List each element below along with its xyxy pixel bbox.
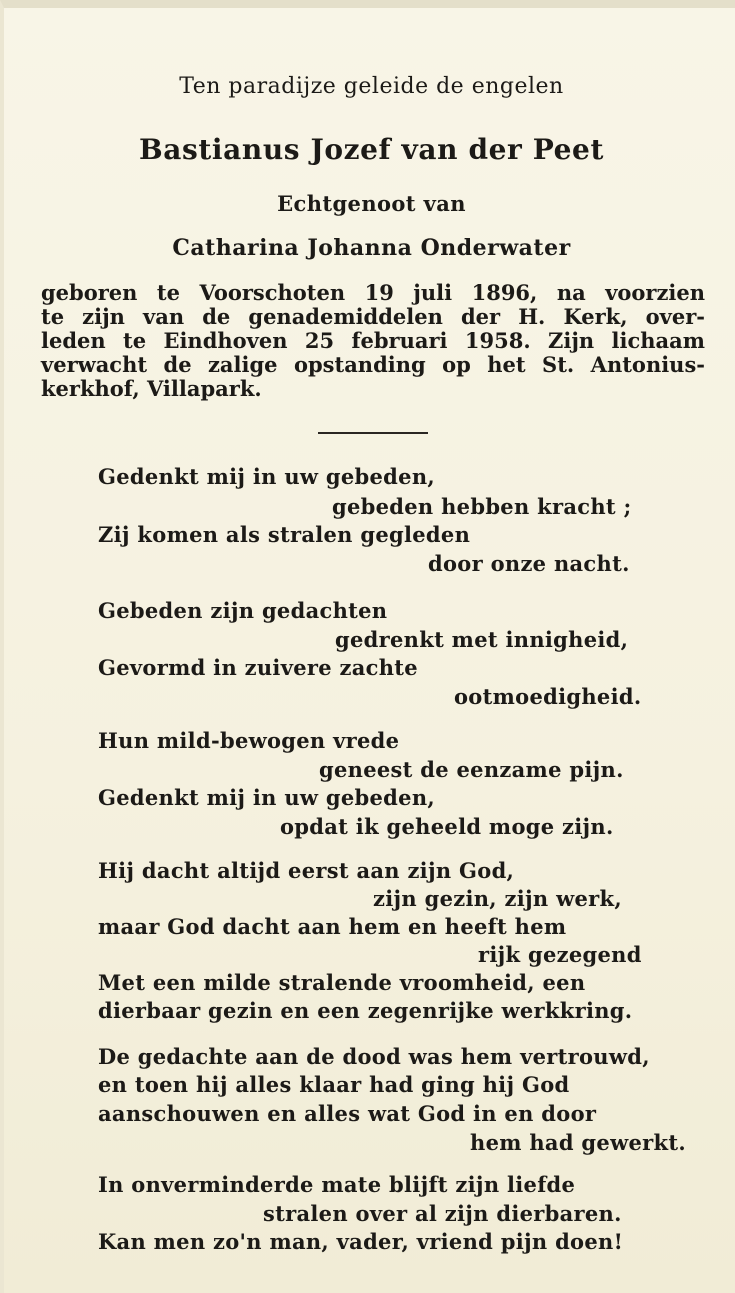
bio-line: verwacht de zalige opstanding op het St. Antonius- [41, 352, 705, 377]
poem-line: gedrenkt met innigheid, [335, 627, 629, 652]
poem-line: dierbaar gezin en een zegenrijke werkkring. [98, 998, 633, 1023]
bio-line: leden te Eindhoven 25 februari 1958. Zijn lichaam [41, 328, 705, 353]
poem-line: ootmoedigheid. [454, 684, 642, 709]
poem-line: geneest de eenzame pijn. [319, 757, 624, 782]
poem-line: rijk gezegend [478, 942, 642, 967]
bio-line: te zijn van de genademiddelen der H. Kerk, over- [41, 304, 705, 329]
poem-line: Gedenkt mij in uw gebeden, [98, 464, 436, 489]
biography [41, 281, 705, 401]
poem-line: Hun mild-bewogen vrede [98, 728, 400, 753]
bio-line: kerkhof, Villapark. [41, 376, 262, 401]
bio-line: geboren te Voorschoten 19 juli 1896, na voorzien [41, 280, 705, 305]
poem-line: Met een milde stralende vroomheid, een [98, 970, 586, 995]
poem-line: stralen over al zijn dierbaren. [263, 1201, 622, 1226]
divider [318, 432, 428, 434]
poem-line: door onze nacht. [428, 551, 630, 576]
poem-line: zijn gezin, zijn werk, [373, 886, 622, 911]
poem-line: In onverminderde mate blijft zijn liefde [98, 1172, 576, 1197]
spouse-name: Catharina Johanna Onderwater [172, 235, 571, 261]
poem-line: aanschouwen en alles wat God in en door [98, 1101, 597, 1126]
poem-line: Zij komen als stralen gegleden [98, 522, 471, 547]
poem-line: gebeden hebben kracht ; [332, 494, 632, 519]
poem-line: hem had gewerkt. [470, 1130, 686, 1155]
poem-line: Gedenkt mij in uw gebeden, [98, 785, 436, 810]
poem-line: Gebeden zijn gedachten [98, 598, 388, 623]
heading: Ten paradijze geleide de engelen [179, 74, 564, 99]
poem-line: De gedachte aan de dood was hem vertrouwd, [98, 1044, 650, 1069]
poem-line: Hij dacht altijd eerst aan zijn God, [98, 858, 515, 883]
spouse-label: Echtgenoot van [277, 191, 466, 216]
poem-line: opdat ik geheeld moge zijn. [280, 814, 614, 839]
poem-line: maar God dacht aan hem en heeft hem [98, 914, 567, 939]
poem-line: Gevormd in zuivere zachte [98, 655, 418, 680]
poem-line: Kan men zo'n man, vader, vriend pijn doen! [98, 1229, 624, 1254]
poem-line: en toen hij alles klaar had ging hij God [98, 1072, 570, 1097]
deceased-name: Bastianus Jozef van der Peet [138, 133, 605, 166]
